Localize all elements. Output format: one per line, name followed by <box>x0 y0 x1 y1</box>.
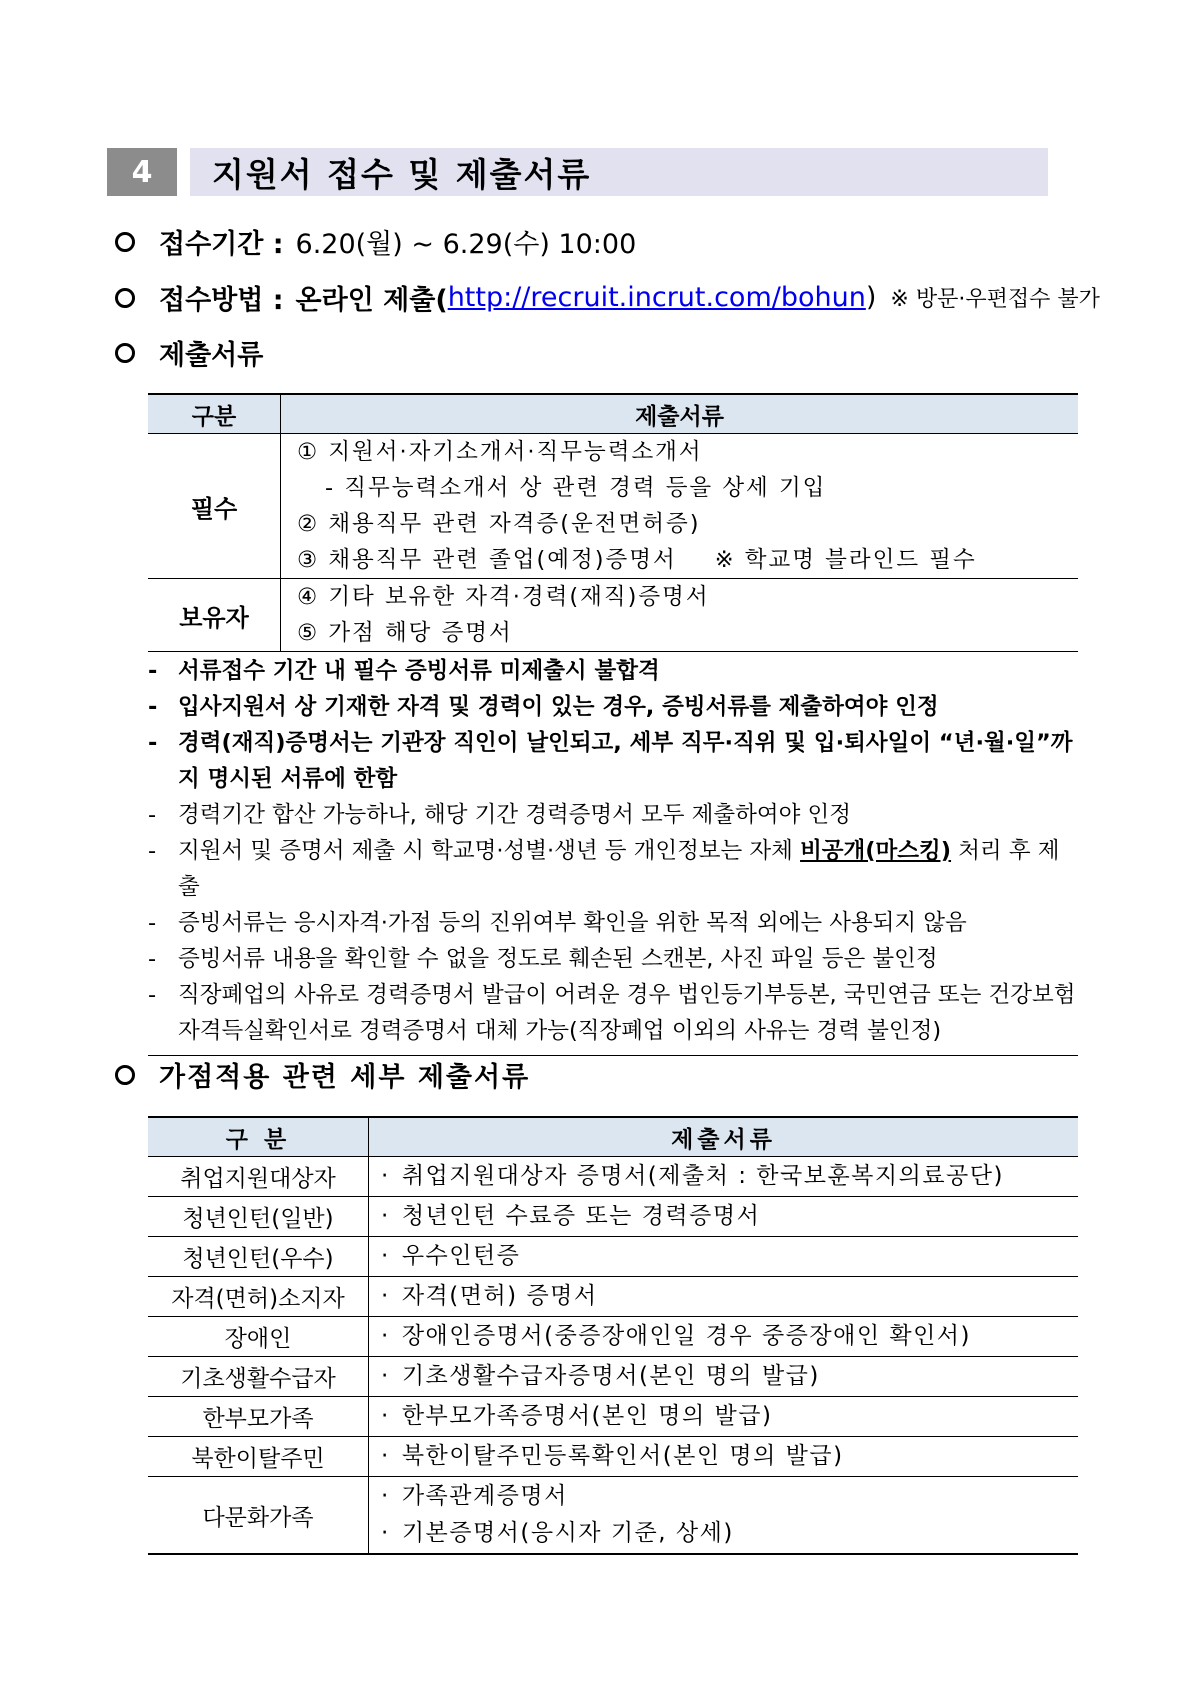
bullet-dot: · <box>381 1363 390 1389</box>
note-item: - 증빙서류는 응시자격·가점 등의 진위여부 확인을 위한 목적 외에는 사용되지 않음 <box>148 905 1078 941</box>
note-item: - 경력(재직)증명서는 기관장 직인이 날인되고, 세부 직무·직위 및 입·퇴사일이 “년·월·일”까지 명시된 서류에 한함 <box>148 725 1078 797</box>
document-text: 취업지원대상자 증명서(제출처 : 한국보훈복지의료공단) <box>401 1163 1004 1189</box>
bullet-dot: · <box>381 1283 390 1309</box>
note-text: 경력기간 합산 가능하나, 해당 기간 경력증명서 모두 제출하여야 인정 <box>178 802 851 828</box>
note-item: - 경력기간 합산 가능하나, 해당 기간 경력증명서 모두 제출하여야 인정 <box>148 797 1078 833</box>
table-row <box>148 1437 1078 1477</box>
table-row <box>148 1157 1078 1197</box>
table-row <box>148 1357 1078 1397</box>
period-label: 접수기간 : <box>159 229 284 260</box>
documents-cell <box>369 1437 1079 1477</box>
document-line <box>381 1238 1077 1275</box>
recruit-link[interactable]: http://recruit.incrut.com/bohun <box>447 282 866 313</box>
documents-cell <box>369 1477 1079 1555</box>
documents-heading-line <box>115 333 263 372</box>
doc-item: ③ 채용직무 관련 졸업(예정)증명서 <box>297 547 677 573</box>
bonus-heading-line <box>115 1055 530 1094</box>
table-row <box>148 579 1078 652</box>
document-line <box>381 1318 1077 1355</box>
table-header: 구분 <box>148 394 281 434</box>
bullet-dot: · <box>381 1520 390 1546</box>
bullet-dot: · <box>381 1483 390 1509</box>
documents-cell <box>369 1157 1079 1197</box>
circle-bullet-icon <box>115 343 135 363</box>
period-value: 6.20(월) ~ 6.29(수) 10:00 <box>295 229 637 260</box>
note-item: - 입사지원서 상 기재한 자격 및 경력이 있는 경우, 증빙서류를 제출하여야 인정 <box>148 689 1078 725</box>
table-row <box>148 1237 1078 1277</box>
note-item: - 직장폐업의 사유로 경력증명서 발급이 어려운 경우 법인등기부등본, 국민연금 또는 건강보험자격득실확인서로 경력증명서 대체 가능(직장폐업 이외의 사유는 경력 불인정) <box>148 977 1078 1049</box>
document-line <box>381 1358 1077 1395</box>
category-cell: 필수 <box>148 434 281 579</box>
document-text: 장애인증명서(중증장애인일 경우 중증장애인 확인서) <box>401 1323 971 1349</box>
doc-item: ② 채용직무 관련 자격증(운전면허증) <box>297 511 701 537</box>
table-header: 제출서류 <box>369 1117 1079 1157</box>
documents-cell <box>369 1237 1079 1277</box>
bonus-table-body <box>148 1157 1078 1555</box>
document-text: 청년인턴 수료증 또는 경력증명서 <box>401 1203 761 1229</box>
document-line <box>381 1515 1077 1552</box>
doc-item: ① 지원서·자기소개서·직무능력소개서 <box>297 439 703 465</box>
category-cell: 기초생활수급자 <box>148 1357 369 1397</box>
circle-bullet-icon <box>115 1065 135 1085</box>
documents-cell <box>369 1317 1079 1357</box>
document-text: 기초생활수급자증명서(본인 명의 발급) <box>401 1363 820 1389</box>
bullet-dot: · <box>381 1323 390 1349</box>
note-item: - 증빙서류 내용을 확인할 수 없을 정도로 훼손된 스캔본, 사진 파일 등은 불인정 <box>148 941 1078 977</box>
bullet-dot: · <box>381 1163 390 1189</box>
table-header: 구 분 <box>148 1117 369 1157</box>
note-item: - 서류접수 기간 내 필수 증빙서류 미제출시 불합격 <box>148 653 1078 689</box>
circle-bullet-icon <box>115 232 135 252</box>
bonus-heading: 가점적용 관련 세부 제출서류 <box>159 1062 531 1093</box>
method-close: ) <box>865 282 877 313</box>
note-text-part: 처리 후 제출 <box>178 838 1060 900</box>
doc-item-note: ※ 학교명 블라인드 필수 <box>714 547 977 573</box>
document-text: 기본증명서(응시자 기준, 상세) <box>401 1520 734 1546</box>
category-cell: 청년인턴(일반) <box>148 1197 369 1237</box>
note-text: 직장폐업의 사유로 경력증명서 발급이 어려운 경우 법인등기부등본, 국민연금 또는 건강보험자격득실확인서로 경력증명서 대체 가능(직장폐업 이외의 사유는 경력 불인정) <box>178 982 1076 1044</box>
table-header: 제출서류 <box>281 394 1079 434</box>
category-cell: 북한이탈주민 <box>148 1437 369 1477</box>
items-cell <box>281 579 1079 652</box>
note-text: 증빙서류는 응시자격·가점 등의 진위여부 확인을 위한 목적 외에는 사용되지 않음 <box>178 910 967 936</box>
category-cell: 자격(면허)소지자 <box>148 1277 369 1317</box>
period-line <box>115 222 636 261</box>
document-text: 가족관계증명서 <box>401 1483 568 1509</box>
documents-cell <box>369 1357 1079 1397</box>
bonus-documents-table <box>148 1116 1078 1555</box>
method-value: 온라인 제출( <box>295 285 448 316</box>
section-number: 4 <box>107 148 177 196</box>
document-text: 한부모가족증명서(본인 명의 발급) <box>401 1403 773 1429</box>
documents-cell <box>369 1397 1079 1437</box>
method-label: 접수방법 : <box>159 285 284 316</box>
note-item: - 지원서 및 증명서 제출 시 학교명·성별·생년 등 개인정보는 자체 비공개(마스킹) 처리 후 제출 <box>148 833 1078 905</box>
bullet-dot: · <box>381 1403 390 1429</box>
method-line <box>115 278 1100 317</box>
document-text: 북한이탈주민등록확인서(본인 명의 발급) <box>401 1443 844 1469</box>
documents-heading: 제출서류 <box>159 340 264 371</box>
table-row <box>148 434 1078 579</box>
documents-cell <box>369 1197 1079 1237</box>
doc-item: ④ 기타 보유한 자격·경력(재직)증명서 <box>297 584 710 610</box>
category-cell: 취업지원대상자 <box>148 1157 369 1197</box>
document-line <box>381 1278 1077 1315</box>
table-row <box>148 1277 1078 1317</box>
documents-table <box>148 393 1078 652</box>
table-row <box>148 1397 1078 1437</box>
section-title: 지원서 접수 및 제출서류 <box>190 148 1048 196</box>
document-line <box>381 1198 1077 1235</box>
note-text: 입사지원서 상 기재한 자격 및 경력이 있는 경우, 증빙서류를 제출하여야 인정 <box>178 694 939 720</box>
doc-item: ⑤ 가점 해당 증명서 <box>297 620 513 646</box>
bullet-dot: · <box>381 1443 390 1469</box>
table-row <box>148 1197 1078 1237</box>
category-cell: 한부모가족 <box>148 1397 369 1437</box>
circle-bullet-icon <box>115 288 135 308</box>
category-cell: 장애인 <box>148 1317 369 1357</box>
note-text-part: 지원서 및 증명서 제출 시 학교명·성별·생년 등 개인정보는 자체 <box>178 838 801 864</box>
document-text: 자격(면허) 증명서 <box>401 1283 598 1309</box>
document-line <box>381 1478 1077 1515</box>
category-cell: 청년인턴(우수) <box>148 1237 369 1277</box>
category-cell: 다문화가족 <box>202 1504 314 1531</box>
document-line <box>381 1398 1077 1435</box>
note-text: 서류접수 기간 내 필수 증빙서류 미제출시 불합격 <box>178 658 660 684</box>
document-line <box>381 1158 1077 1195</box>
doc-item: - 직무능력소개서 상 관련 경력 등을 상세 기입 <box>325 475 827 501</box>
note-text: 증빙서류 내용을 확인할 수 없을 정도로 훼손된 스캔본, 사진 파일 등은 불인정 <box>178 946 938 972</box>
items-cell <box>281 434 1079 579</box>
documents-cell <box>369 1277 1079 1317</box>
table-row <box>148 1477 1078 1555</box>
note-underlined: 비공개(마스킹) <box>800 838 952 864</box>
notes-list <box>148 653 1078 1056</box>
doc-item-row <box>297 542 1078 578</box>
category-cell: 보유자 <box>148 579 281 652</box>
document-line <box>381 1438 1077 1475</box>
method-note: ※ 방문·우편접수 불가 <box>890 287 1100 312</box>
table-row <box>148 1317 1078 1357</box>
note-text: 경력(재직)증명서는 기관장 직인이 날인되고, 세부 직무·직위 및 입·퇴사일이 “년·월·일”까지 명시된 서류에 한함 <box>178 730 1073 792</box>
note-text <box>178 833 1078 905</box>
document-text: 우수인턴증 <box>401 1243 521 1269</box>
bullet-dot: · <box>381 1243 390 1269</box>
bullet-dot: · <box>381 1203 390 1229</box>
